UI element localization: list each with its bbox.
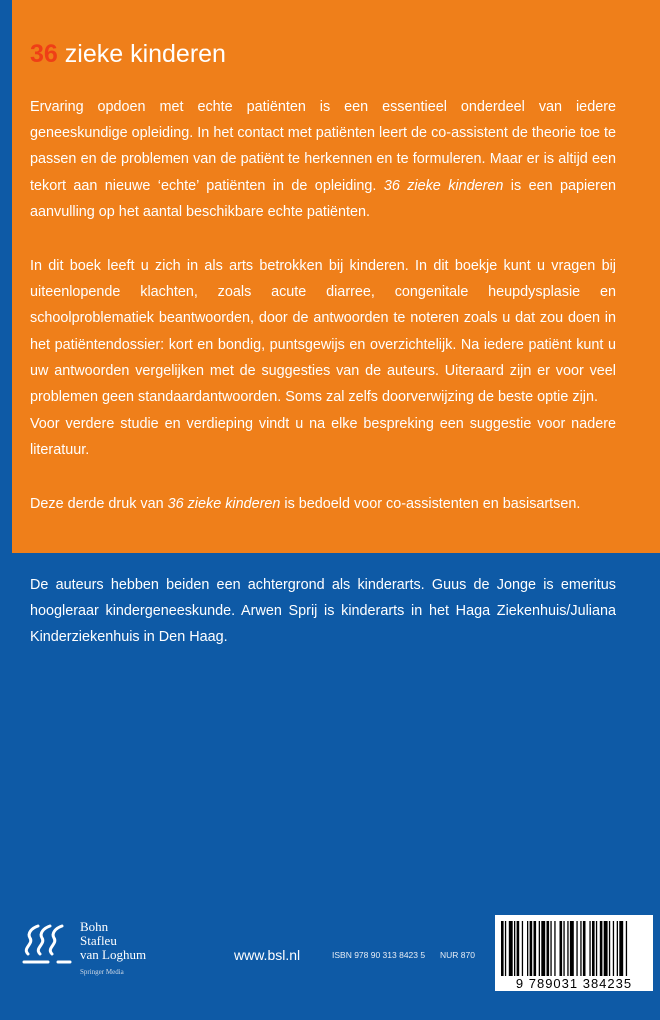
barcode-bar <box>547 921 550 977</box>
body-paragraph-1: In dit boek leeft u zich in als arts betrokken bij kinderen. In dit boekje kunt u vragen bij uiteenlopende klachten, zoals acute diarree, congenitale heupdysplasie en schoolproblematiek beantwoorden, door de antwoorden te noteren zoals u dat zou doen in het patiëntendossier: kort en bondig, puntsgewijs en overzichtelijk. Na iedere patiënt kunt u uw antwoorden vergelijken met de suggesties van de auteurs. Uiteraard zijn er voor veel problemen geen standaardantwoorden. Soms zal zelfs doorverwijzing de beste optie zijn. <box>30 258 616 406</box>
barcode-bar <box>619 921 623 977</box>
barcode-bar <box>596 921 597 977</box>
edition-italic-title: 36 zieke kinderen <box>167 496 281 512</box>
publisher-logo-icon <box>18 918 78 966</box>
title-text: zieke kinderen <box>57 40 226 68</box>
intro-italic-title: 36 zieke kinderen <box>383 177 504 194</box>
barcode-bar <box>554 921 555 977</box>
intro-paragraph <box>30 94 616 225</box>
nur-text: NUR 870 <box>440 950 475 960</box>
barcode-bar <box>626 921 627 983</box>
barcode-bar <box>514 921 515 977</box>
authors-paragraph: De auteurs hebben beiden een achtergrond als kinderarts. Guus de Jonge is emeritus hoogleraar kindergeneeskunde. Arwen Sprij is kinderarts in het Haga Ziekenhuis/Juliana Kinderziekenhuis in Den Haag. <box>30 577 616 646</box>
barcode-bar <box>576 921 577 977</box>
barcode-bar <box>530 921 533 977</box>
intro-text-1: Ervaring opdoen met echte patiënten is een essentieel onderdeel van iedere geneeskundige opleiding. In het contact met patiënten leert de co-assistent de theorie toe te passen en de problemen van de patiënt te herkennen en te formuleren. Maar er is altijd een tekort aan nieuwe ‘echte’ patiënten in de opleiding. <box>30 99 616 194</box>
publisher-sub: Springer Media <box>80 968 124 976</box>
barcode-bar <box>609 921 610 977</box>
barcode-bar <box>517 921 520 977</box>
barcode-bar <box>567 921 568 977</box>
barcode-bar <box>539 921 540 977</box>
isbn-text: ISBN 978 90 313 8423 5 <box>332 950 426 960</box>
barcode-bar <box>501 921 504 983</box>
barcode-bars <box>495 921 653 983</box>
book-title <box>30 40 226 69</box>
barcode-bar <box>550 921 551 977</box>
edition-text-1: Deze derde druk van <box>30 496 168 512</box>
barcode-bar <box>589 921 590 977</box>
barcode-bar <box>509 921 513 977</box>
body-paragraph-2: Voor verdere studie en verdieping vindt u na elke bespreking een suggestie voor nadere literatuur. <box>30 416 616 459</box>
title-number: 36 <box>30 40 58 68</box>
publisher-line-3: van Loghum <box>80 947 147 962</box>
intro-text-2: is een papieren aanvulling op het aantal beschikbare echte patiënten. <box>30 177 616 220</box>
publisher-name <box>80 920 146 979</box>
barcode-bar <box>527 921 528 977</box>
publisher-line-1: Bohn <box>80 919 109 934</box>
barcode-bar <box>570 921 574 977</box>
barcode-bar <box>604 921 608 977</box>
barcode-bar <box>563 921 564 977</box>
barcode-bar <box>592 921 595 977</box>
barcode-bar <box>522 921 523 977</box>
edition-paragraph <box>30 491 616 517</box>
publisher-line-2: Stafleu <box>80 933 117 948</box>
website-link[interactable]: www.bsl.nl <box>234 947 301 963</box>
barcode-bar <box>505 921 506 983</box>
barcode-number: 9 789031 384235 <box>495 976 653 991</box>
barcode-bar <box>580 921 581 977</box>
edition-text-2: is bedoeld voor co-assistenten en basisartsen. <box>280 496 581 512</box>
barcode-bar <box>541 921 545 977</box>
barcode-bar <box>600 921 603 977</box>
barcode-bar <box>583 921 586 977</box>
barcode-bar <box>617 921 618 977</box>
barcode-bar <box>534 921 537 977</box>
barcode-bar <box>560 921 563 977</box>
barcode-bar <box>613 921 614 977</box>
